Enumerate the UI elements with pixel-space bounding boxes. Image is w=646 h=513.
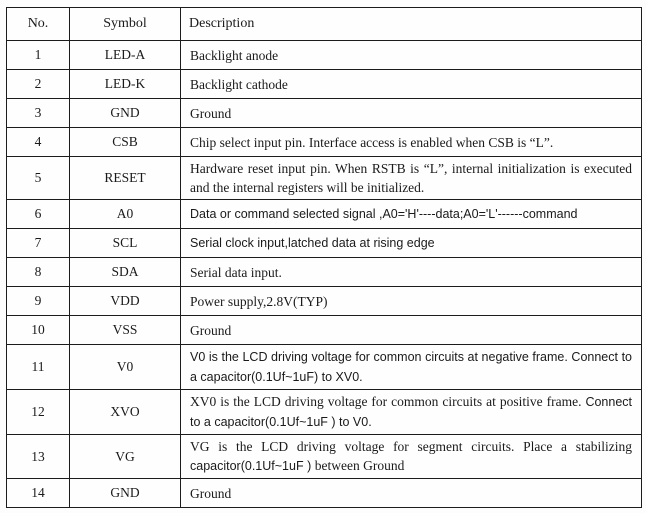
description-text: capacitor(0.1Uf~1uF ) [190, 459, 315, 473]
pin-number: 2 [7, 70, 70, 99]
pin-table-body [7, 41, 642, 508]
pin-symbol: VDD [70, 287, 181, 316]
pin-number: 7 [7, 229, 70, 258]
pin-description [181, 128, 642, 157]
pin-symbol: RESET [70, 157, 181, 200]
pin-symbol: VG [70, 435, 181, 479]
pin-description [181, 99, 642, 128]
pin-number: 10 [7, 316, 70, 345]
description-text: between Ground [314, 458, 405, 473]
table-row [7, 229, 642, 258]
pin-description [181, 41, 642, 70]
table-row [7, 479, 642, 508]
description-text: VG is the LCD driving voltage for segment circuits. Place a stabilizing [190, 439, 632, 454]
pin-description [181, 200, 642, 229]
pin-number: 6 [7, 200, 70, 229]
pin-number: 8 [7, 258, 70, 287]
pin-symbol: A0 [70, 200, 181, 229]
table-row [7, 128, 642, 157]
description-text: Backlight cathode [190, 76, 288, 92]
pin-number: 11 [7, 345, 70, 390]
pin-description [181, 229, 642, 258]
pin-description [181, 345, 642, 390]
description-text: Power supply,2.8V(TYP) [190, 293, 328, 309]
pin-symbol: SDA [70, 258, 181, 287]
table-row [7, 41, 642, 70]
pin-symbol: LED-A [70, 41, 181, 70]
description-text: Data or command selected signal ,A0='H'----data;A0='L'------command [190, 207, 578, 221]
pin-description [181, 157, 642, 200]
table-row [7, 99, 642, 128]
pin-symbol: GND [70, 479, 181, 508]
header-row [7, 8, 642, 41]
pin-number: 9 [7, 287, 70, 316]
pin-symbol: V0 [70, 345, 181, 390]
table-row [7, 70, 642, 99]
column-header-symbol: Symbol [70, 8, 181, 41]
pin-description [181, 258, 642, 287]
pin-number: 14 [7, 479, 70, 508]
pin-symbol: XVO [70, 390, 181, 435]
pin-symbol: CSB [70, 128, 181, 157]
pin-symbol: LED-K [70, 70, 181, 99]
description-text: Hardware reset input pin. When RSTB is “L”, internal initialization is executed and the internal registers will be initialized. [190, 161, 632, 195]
pin-description [181, 287, 642, 316]
pin-number: 4 [7, 128, 70, 157]
pin-description-table [6, 7, 642, 508]
pin-description [181, 316, 642, 345]
table-row [7, 390, 642, 435]
pin-description [181, 435, 642, 479]
pin-number: 5 [7, 157, 70, 200]
description-text: V0 is the LCD driving voltage for common circuits at negative frame. Connect to a capacitor(0.1Uf~1uF) to XV0. [190, 350, 632, 384]
description-text: XV0 is the LCD driving voltage for common circuits at positive frame. [190, 394, 586, 409]
table-row [7, 435, 642, 479]
table-row [7, 316, 642, 345]
table-row [7, 200, 642, 229]
column-header-no: No. [7, 8, 70, 41]
description-text: Chip select input pin. Interface access is enabled when CSB is “L”. [190, 134, 554, 150]
pin-number: 12 [7, 390, 70, 435]
table-row [7, 157, 642, 200]
table-row [7, 287, 642, 316]
pin-symbol: SCL [70, 229, 181, 258]
description-text: Ground [190, 105, 232, 121]
pin-number: 13 [7, 435, 70, 479]
description-text: Serial clock input,latched data at rising edge [190, 236, 435, 250]
description-text: Serial data input. [190, 264, 282, 280]
pin-number: 3 [7, 99, 70, 128]
pin-description [181, 390, 642, 435]
description-text: Backlight anode [190, 47, 279, 63]
column-header-description: Description [181, 8, 642, 41]
description-text: Connect to a capacitor(0.1Uf~1uF ) to V0. [190, 395, 632, 429]
description-text: Ground [190, 485, 232, 501]
pin-description [181, 70, 642, 99]
table-row [7, 258, 642, 287]
pin-symbol: VSS [70, 316, 181, 345]
table-row [7, 345, 642, 390]
pin-table-header [7, 8, 642, 41]
pin-description [181, 479, 642, 508]
pin-symbol: GND [70, 99, 181, 128]
pin-number: 1 [7, 41, 70, 70]
description-text: Ground [190, 322, 232, 338]
